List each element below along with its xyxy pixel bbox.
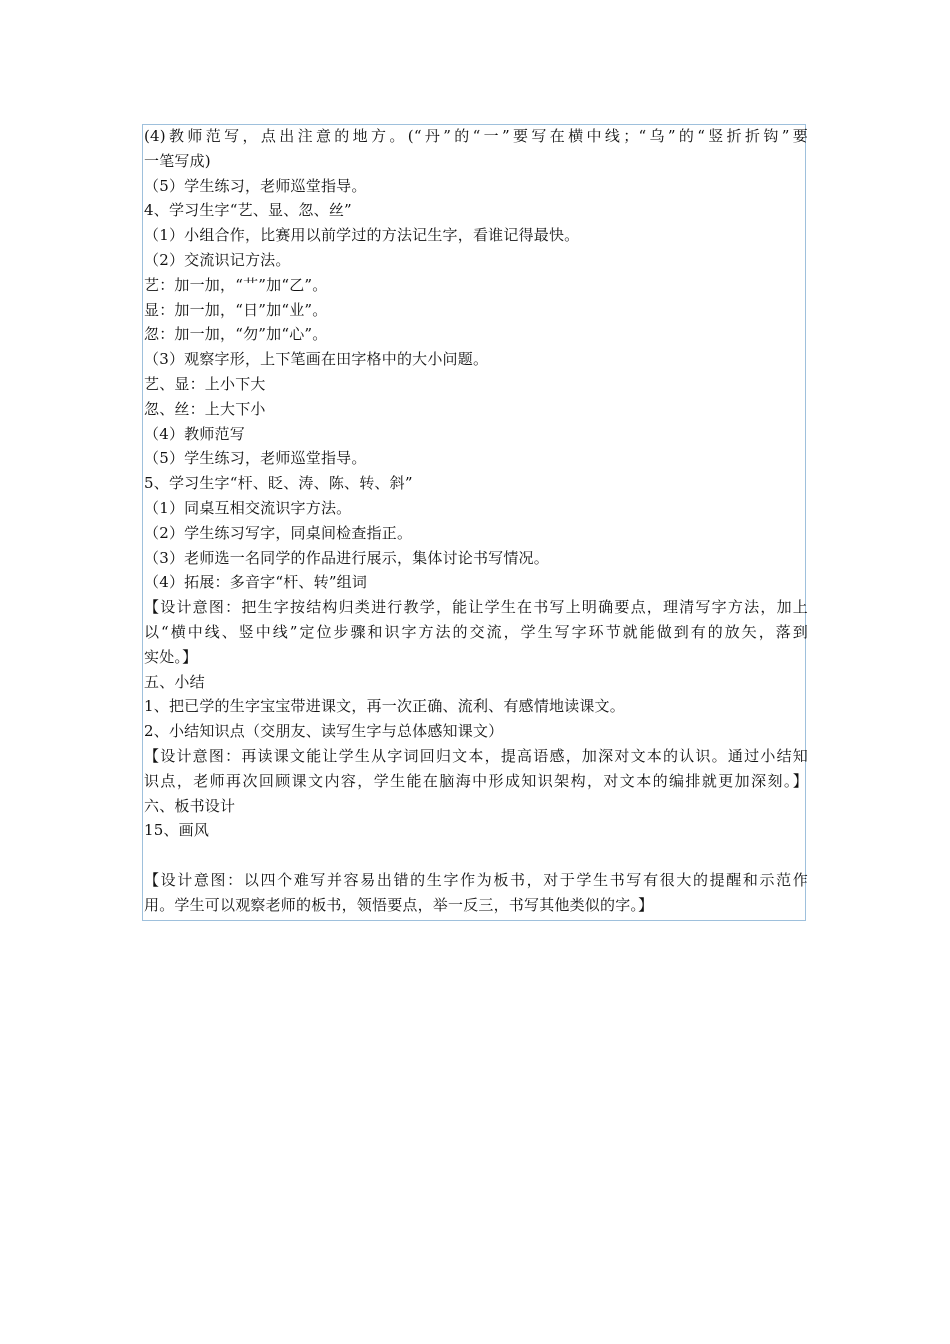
text-line: 1、把已学的生字宝宝带进课文，再一次正确、流利、有感情地读课文。 <box>144 697 625 716</box>
text-line: 六、板书设计 <box>144 796 236 815</box>
document-body <box>144 124 808 918</box>
text-line: 用。学生可以观察老师的板书，领悟要点，举一反三，书写其他类似的字。】 <box>144 895 654 914</box>
text-line: （5）学生练习，老师巡堂指导。 <box>144 176 367 195</box>
text-line: 4、学习生字“艺、显、忽、丝” <box>144 201 352 220</box>
text-line: （3）观察字形，上下笔画在田字格中的大小问题。 <box>144 350 489 369</box>
text-line <box>144 843 808 868</box>
text-line: 艺、显：上小下大 <box>144 374 266 393</box>
text-line: 15、画风 <box>144 821 210 840</box>
text-line: 五、小结 <box>144 672 205 691</box>
text-line: （5）学生练习，老师巡堂指导。 <box>144 449 367 468</box>
text-line: 忽：加一加，“勿”加“心”。 <box>144 325 328 344</box>
text-line: 一笔写成) <box>144 151 211 170</box>
text-line: 2、小结知识点（交朋友、读写生字与总体感知课文） <box>144 722 504 741</box>
text-line: 忽、丝：上大下小 <box>144 399 266 418</box>
text-line: 识点，老师再次回顾课文内容，学生能在脑海中形成知识架构，对文本的编排就更加深刻。】 <box>144 771 808 790</box>
text-line: 显：加一加，“日”加“业”。 <box>144 300 328 319</box>
text-line: （4）教师范写 <box>144 424 245 443</box>
text-line: 【设计意图：把生字按结构归类进行教学，能让学生在书写上明确要点，理清写字方法，加上 <box>144 598 808 617</box>
text-line: （3）老师选一名同学的作品进行展示，集体讨论书写情况。 <box>144 548 549 567</box>
text-line: （2）交流识记方法。 <box>144 250 291 269</box>
text-line: 实处。】 <box>144 647 198 666</box>
text-line: 【设计意图：以四个难写并容易出错的生字作为板书，对于学生书写有很大的提醒和示范作 <box>144 870 808 889</box>
text-line: （4）拓展：多音字“杆、转”组词 <box>144 573 368 592</box>
text-line: (4)教师范写，点出注意的地方。(“丹”的“一”要写在横中线；“乌”的“竖折折钩”要 <box>144 127 808 145</box>
text-line: 以“横中线、竖中线”定位步骤和识字方法的交流，学生写字环节就能做到有的放矢，落到 <box>144 622 808 641</box>
text-line: 艺：加一加，“艹”加“乙”。 <box>144 275 328 294</box>
text-line: （1）同桌互相交流识字方法。 <box>144 498 352 517</box>
text-line: 5、学习生字“杆、眨、涛、陈、转、斜” <box>144 474 413 493</box>
text-line: （1）小组合作，比赛用以前学过的方法记生字，看谁记得最快。 <box>144 226 580 245</box>
text-line: 【设计意图：再读课文能让学生从字词回归文本，提高语感，加深对文本的认识。通过小结知 <box>144 746 808 765</box>
text-line: （2）学生练习写字，同桌间检查指正。 <box>144 523 413 542</box>
